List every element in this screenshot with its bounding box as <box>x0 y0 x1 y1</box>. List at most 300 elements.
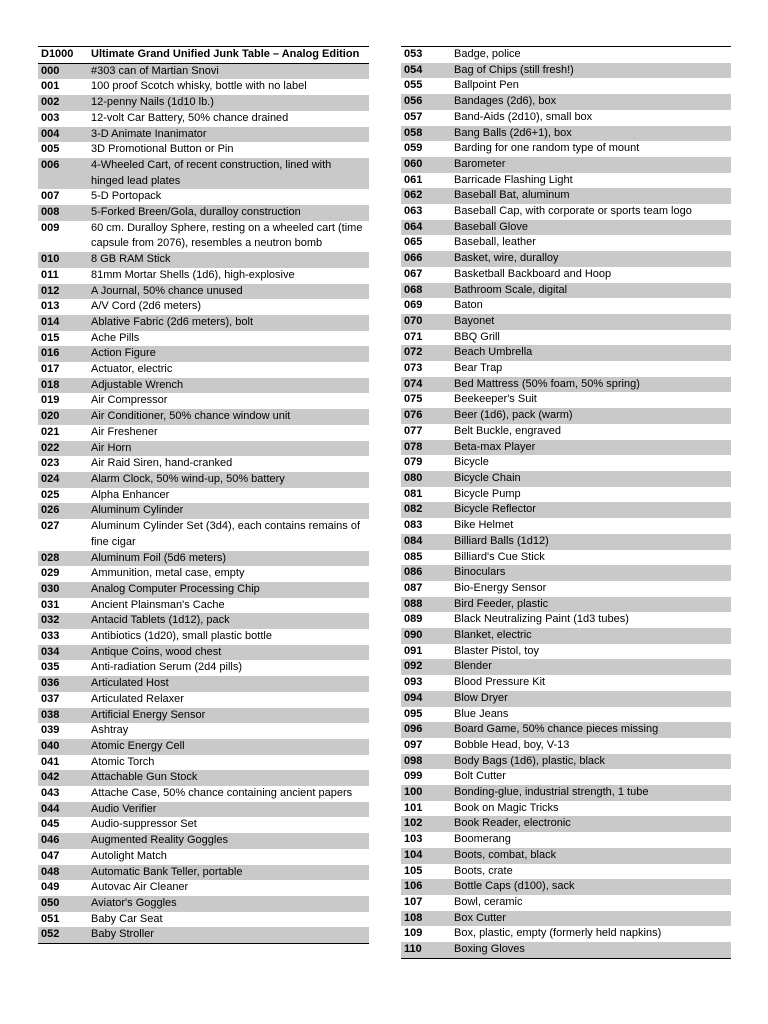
table-row <box>38 692 369 708</box>
table-row <box>38 205 369 221</box>
table-row <box>38 409 369 425</box>
item-description: Belt Buckle, engraved <box>454 424 562 437</box>
roll-number: 039 <box>41 724 60 737</box>
item-description: Analog Computer Processing Chip <box>88 582 369 598</box>
table-row <box>401 78 731 94</box>
table-row <box>401 801 731 817</box>
roll-number: 084 <box>401 534 451 550</box>
table-row <box>401 424 731 440</box>
roll-number: 065 <box>404 236 423 249</box>
item-description: Bear Trap <box>454 362 503 375</box>
item-description: Beach Umbrella <box>451 345 731 361</box>
roll-number: 048 <box>38 865 88 881</box>
table-row <box>401 251 731 267</box>
item-description: Alarm Clock, 50% wind-up, 50% battery <box>88 472 369 488</box>
junk-table-left <box>38 46 369 944</box>
item-description: 8 GB RAM Stick <box>88 252 369 268</box>
table-row <box>401 612 731 628</box>
roll-number: 014 <box>38 315 88 331</box>
item-description: Baseball Bat, aluminum <box>451 188 731 204</box>
table-row <box>401 220 731 236</box>
roll-number: 032 <box>38 613 88 629</box>
item-description: 100 proof Scotch whisky, bottle with no label <box>91 80 307 93</box>
roll-number: 081 <box>404 487 423 500</box>
item-description: Attachable Gun Stock <box>88 770 369 786</box>
table-row <box>401 345 731 361</box>
table-row <box>401 361 731 377</box>
item-description: 12-penny Nails (1d10 lb.) <box>88 95 369 111</box>
item-description: 3-D Animate Inanimator <box>88 127 369 143</box>
table-row <box>38 739 369 755</box>
table-row <box>38 127 369 143</box>
table-row <box>38 865 369 881</box>
roll-number: 069 <box>404 299 423 312</box>
table-row <box>401 63 731 79</box>
item-description: BBQ Grill <box>454 330 500 343</box>
item-description: Automatic Bank Teller, portable <box>88 865 369 881</box>
roll-number: 008 <box>38 205 88 221</box>
table-row <box>38 189 369 205</box>
roll-number: 007 <box>41 190 60 203</box>
roll-number: 011 <box>41 268 59 281</box>
left-table-body <box>38 63 369 943</box>
item-description: Articulated Relaxer <box>91 692 184 705</box>
item-description: Badge, police <box>451 47 731 63</box>
table-row <box>401 455 731 471</box>
table-row <box>38 284 369 300</box>
roll-number: 028 <box>38 551 88 567</box>
roll-number: 108 <box>401 911 451 927</box>
table-row <box>38 896 369 912</box>
item-description: Ammunition, metal case, empty <box>91 567 245 580</box>
roll-number: 077 <box>404 424 423 437</box>
roll-number: 067 <box>404 267 423 280</box>
item-description: Boots, crate <box>454 864 513 877</box>
roll-number: 098 <box>401 754 451 770</box>
roll-number: 016 <box>38 346 88 362</box>
table-row <box>38 456 369 472</box>
item-description: 3D Promotional Button or Pin <box>91 143 234 156</box>
table-row <box>38 912 369 928</box>
item-description: Book Reader, electronic <box>451 816 731 832</box>
item-description: Bang Balls (2d6+1), box <box>451 126 731 142</box>
item-description: Body Bags (1d6), plastic, black <box>451 754 731 770</box>
item-description: Air Freshener <box>91 425 158 438</box>
table-row <box>38 378 369 394</box>
roll-number: 106 <box>401 879 451 895</box>
roll-number: 096 <box>401 722 451 738</box>
roll-number: 083 <box>404 519 423 532</box>
item-description: Ache Pills <box>91 331 140 344</box>
item-description: Bag of Chips (still fresh!) <box>451 63 731 79</box>
table-row <box>401 628 731 644</box>
item-description: Bicycle <box>454 456 489 469</box>
roll-number: 036 <box>38 676 88 692</box>
table-row <box>401 330 731 346</box>
header-title: Ultimate Grand Unified Junk Table – Analog Edition <box>88 47 369 64</box>
table-row <box>401 785 731 801</box>
item-description: Augmented Reality Goggles <box>88 833 369 849</box>
item-description: Ablative Fabric (2d6 meters), bolt <box>88 315 369 331</box>
roll-number: 101 <box>404 801 423 814</box>
table-row <box>38 63 369 79</box>
roll-number: 005 <box>41 143 60 156</box>
table-row <box>38 802 369 818</box>
table-row <box>38 613 369 629</box>
table-row <box>401 502 731 518</box>
table-row <box>38 786 369 802</box>
table-row <box>401 832 731 848</box>
table-row <box>401 487 731 503</box>
roll-number: 070 <box>401 314 451 330</box>
item-description: Bird Feeder, plastic <box>451 597 731 613</box>
table-row <box>38 770 369 786</box>
table-row <box>38 315 369 331</box>
table-row <box>401 769 731 785</box>
table-row <box>401 298 731 314</box>
item-description: Bicycle Reflector <box>451 502 731 518</box>
item-description: Boots, combat, black <box>451 848 731 864</box>
roll-number: 013 <box>41 300 60 313</box>
table-row <box>401 392 731 408</box>
roll-number: 107 <box>404 895 423 908</box>
roll-number: 043 <box>41 787 60 800</box>
roll-number: 074 <box>401 377 451 393</box>
roll-number: 073 <box>404 362 423 375</box>
table-row <box>38 346 369 362</box>
item-description: Autovac Air Cleaner <box>91 881 189 894</box>
table-row <box>38 268 369 284</box>
item-description: Air Raid Siren, hand-cranked <box>91 457 233 470</box>
table-row <box>401 942 731 958</box>
item-description: Attache Case, 50% chance containing ancient papers <box>91 787 353 800</box>
table-row <box>401 235 731 251</box>
item-description: Bicycle Pump <box>454 487 521 500</box>
table-row <box>38 221 369 252</box>
table-row <box>38 645 369 661</box>
item-description: Artificial Energy Sensor <box>88 708 369 724</box>
item-description: Bathroom Scale, digital <box>451 283 731 299</box>
table-row <box>401 926 731 942</box>
table-header-row <box>38 47 369 64</box>
roll-number: 051 <box>41 912 60 925</box>
item-description: Billiard's Cue Stick <box>454 550 545 563</box>
item-description: Baby Car Seat <box>91 912 163 925</box>
table-row <box>401 408 731 424</box>
roll-number: 047 <box>41 849 60 862</box>
roll-number: 035 <box>41 661 60 674</box>
item-description: Bottle Caps (d100), sack <box>451 879 731 895</box>
table-row <box>401 644 731 660</box>
roll-number: 100 <box>401 785 451 801</box>
roll-number: 061 <box>404 173 423 186</box>
table-row <box>401 141 731 157</box>
item-description: Barometer <box>451 157 731 173</box>
item-description: Bicycle Chain <box>451 471 731 487</box>
item-description: Aluminum Cylinder Set (3d4), each contains remains of fine cigar <box>91 520 361 548</box>
table-row <box>38 362 369 378</box>
table-row <box>38 142 369 158</box>
item-description: Blanket, electric <box>451 628 731 644</box>
table-row <box>401 173 731 189</box>
table-row <box>38 582 369 598</box>
item-description: Basket, wire, duralloy <box>451 251 731 267</box>
table-row <box>401 691 731 707</box>
roll-number: 055 <box>404 79 423 92</box>
roll-number: 082 <box>401 502 451 518</box>
roll-number: 099 <box>404 770 423 783</box>
item-description: Bio-Energy Sensor <box>454 581 547 594</box>
item-description: Bandages (2d6), box <box>451 94 731 110</box>
item-description: Basketball Backboard and Hoop <box>454 267 612 280</box>
table-row <box>401 314 731 330</box>
item-description: Box, plastic, empty (formerly held napkins) <box>454 927 662 940</box>
item-description: #303 can of Martian Snovi <box>88 63 369 79</box>
table-row <box>38 629 369 645</box>
roll-number: 057 <box>404 110 423 123</box>
junk-table-right <box>401 46 731 959</box>
roll-number: 025 <box>41 488 60 501</box>
item-description: Baby Stroller <box>88 927 369 943</box>
table-row <box>401 47 731 63</box>
table-row <box>401 126 731 142</box>
table-row <box>401 816 731 832</box>
roll-number: 003 <box>41 111 60 124</box>
item-description: Air Compressor <box>91 394 168 407</box>
table-row <box>401 895 731 911</box>
item-description: Aluminum Foil (5d6 meters) <box>88 551 369 567</box>
roll-number: 052 <box>38 927 88 943</box>
item-description: Board Game, 50% chance pieces missing <box>451 722 731 738</box>
item-description: Book on Magic Tricks <box>454 801 559 814</box>
item-description: 4-Wheeled Cart, of recent construction, lined with hinged lead plates <box>88 158 369 189</box>
roll-number: 019 <box>41 394 60 407</box>
item-description: Antibiotics (1d20), small plastic bottle <box>91 630 272 643</box>
item-description: Baseball Glove <box>451 220 731 236</box>
roll-number: 004 <box>38 127 88 143</box>
table-row <box>401 267 731 283</box>
item-description: 60 cm. Duralloy Sphere, resting on a wheeled cart (time capsule from 2076), resembles a neutron bomb <box>91 221 363 250</box>
roll-number: 063 <box>404 205 423 218</box>
table-row <box>401 581 731 597</box>
item-description: Adjustable Wrench <box>88 378 369 394</box>
table-row <box>38 723 369 739</box>
table-row <box>38 598 369 614</box>
item-description: 81mm Mortar Shells (1d6), high-explosive <box>91 268 295 281</box>
roll-number: 056 <box>401 94 451 110</box>
table-row <box>38 95 369 111</box>
table-row <box>401 879 731 895</box>
roll-number: 017 <box>41 363 60 376</box>
table-row <box>401 565 731 581</box>
roll-number: 018 <box>38 378 88 394</box>
table-row <box>401 550 731 566</box>
roll-number: 029 <box>41 567 60 580</box>
item-description: Atomic Energy Cell <box>88 739 369 755</box>
roll-number: 064 <box>401 220 451 236</box>
item-description: Atomic Torch <box>91 755 155 768</box>
roll-number: 086 <box>401 565 451 581</box>
roll-number: 040 <box>38 739 88 755</box>
item-description: Beer (1d6), pack (warm) <box>451 408 731 424</box>
roll-number: 006 <box>38 158 88 189</box>
header-code: D1000 <box>38 47 88 64</box>
right-table-body <box>401 47 731 959</box>
item-description: A/V Cord (2d6 meters) <box>91 300 202 313</box>
table-row <box>38 755 369 771</box>
roll-number: 066 <box>401 251 451 267</box>
table-row <box>401 722 731 738</box>
item-description: Boxing Gloves <box>451 942 731 958</box>
table-row <box>38 660 369 676</box>
roll-number: 072 <box>401 345 451 361</box>
item-description: Antacid Tablets (1d12), pack <box>88 613 369 629</box>
roll-number: 009 <box>41 221 60 234</box>
table-row <box>401 110 731 126</box>
roll-number: 053 <box>401 47 451 63</box>
table-row <box>401 188 731 204</box>
table-row <box>38 299 369 315</box>
roll-number: 075 <box>404 393 423 406</box>
item-description: Actuator, electric <box>91 363 173 376</box>
roll-number: 015 <box>41 331 60 344</box>
table-row <box>401 864 731 880</box>
roll-number: 022 <box>38 441 88 457</box>
roll-number: 059 <box>404 142 423 155</box>
item-description: Audio Verifier <box>88 802 369 818</box>
table-row <box>401 707 731 723</box>
item-description: Blow Dryer <box>451 691 731 707</box>
roll-number: 045 <box>41 818 60 831</box>
roll-number: 071 <box>404 330 423 343</box>
item-description: Barricade Flashing Light <box>454 173 573 186</box>
item-description: Band-Aids (2d10), small box <box>454 110 593 123</box>
table-row <box>38 503 369 519</box>
item-description: Baton <box>454 299 483 312</box>
item-description: Antique Coins, wood chest <box>88 645 369 661</box>
table-row <box>38 472 369 488</box>
roll-number: 010 <box>38 252 88 268</box>
table-row <box>38 252 369 268</box>
roll-number: 090 <box>401 628 451 644</box>
item-description: Articulated Host <box>88 676 369 692</box>
item-description: Billiard Balls (1d12) <box>451 534 731 550</box>
roll-number: 033 <box>41 630 60 643</box>
roll-number: 044 <box>38 802 88 818</box>
roll-number: 097 <box>404 738 423 751</box>
roll-number: 102 <box>401 816 451 832</box>
roll-number: 093 <box>404 676 423 689</box>
roll-number: 076 <box>401 408 451 424</box>
item-description: Baseball Cap, with corporate or sports team logo <box>454 205 692 218</box>
table-row <box>38 927 369 943</box>
item-description: Blood Pressure Kit <box>454 676 546 689</box>
item-description: Action Figure <box>88 346 369 362</box>
roll-number: 104 <box>401 848 451 864</box>
item-description: Air Horn <box>88 441 369 457</box>
table-row <box>401 471 731 487</box>
roll-number: 023 <box>41 457 60 470</box>
table-row <box>38 331 369 347</box>
roll-number: 085 <box>404 550 423 563</box>
roll-number: 046 <box>38 833 88 849</box>
item-description: Baseball, leather <box>454 236 536 249</box>
item-description: Box Cutter <box>451 911 731 927</box>
item-description: Bowl, ceramic <box>454 895 523 908</box>
roll-number: 078 <box>401 440 451 456</box>
item-description: A Journal, 50% chance unused <box>88 284 369 300</box>
table-row <box>401 94 731 110</box>
item-description: Bed Mattress (50% foam, 50% spring) <box>451 377 731 393</box>
table-row <box>401 534 731 550</box>
roll-number: 031 <box>41 598 60 611</box>
item-description: Audio-suppressor Set <box>91 818 197 831</box>
item-description: Bayonet <box>451 314 731 330</box>
table-row <box>401 204 731 220</box>
item-description: Beta-max Player <box>451 440 731 456</box>
roll-number: 103 <box>404 833 423 846</box>
item-description: Aluminum Cylinder <box>88 503 369 519</box>
roll-number: 079 <box>404 456 423 469</box>
item-description: Black Neutralizing Paint (1d3 tubes) <box>454 613 629 626</box>
table-row <box>401 377 731 393</box>
roll-number: 062 <box>401 188 451 204</box>
item-description: Bolt Cutter <box>454 770 506 783</box>
item-description: Beekeeper's Suit <box>454 393 537 406</box>
roll-number: 027 <box>41 520 60 533</box>
item-description: 5-D Portopack <box>91 190 162 203</box>
item-description: Blender <box>451 659 731 675</box>
item-description: Alpha Enhancer <box>91 488 170 501</box>
roll-number: 091 <box>404 644 423 657</box>
table-row <box>401 518 731 534</box>
item-description: Blaster Pistol, toy <box>454 644 539 657</box>
table-row <box>401 911 731 927</box>
item-description: Ballpoint Pen <box>454 79 519 92</box>
item-description: 5-Forked Breen/Gola, duralloy construction <box>88 205 369 221</box>
item-description: Blue Jeans <box>454 707 509 720</box>
roll-number: 020 <box>38 409 88 425</box>
roll-number: 002 <box>38 95 88 111</box>
right-column <box>401 46 731 959</box>
roll-number: 026 <box>38 503 88 519</box>
table-row <box>401 738 731 754</box>
table-row <box>38 519 369 550</box>
table-row <box>401 440 731 456</box>
roll-number: 050 <box>38 896 88 912</box>
table-row <box>38 833 369 849</box>
table-row <box>401 597 731 613</box>
table-row <box>38 817 369 833</box>
item-description: Anti-radiation Serum (2d4 pills) <box>91 661 243 674</box>
roll-number: 088 <box>401 597 451 613</box>
roll-number: 054 <box>401 63 451 79</box>
roll-number: 087 <box>404 581 423 594</box>
item-description: Bike Helmet <box>454 519 514 532</box>
roll-number: 012 <box>38 284 88 300</box>
table-row <box>38 566 369 582</box>
item-description: Air Conditioner, 50% chance window unit <box>88 409 369 425</box>
table-row <box>38 880 369 896</box>
item-description: Barding for one random type of mount <box>454 142 640 155</box>
roll-number: 034 <box>38 645 88 661</box>
table-row <box>38 79 369 95</box>
roll-number: 000 <box>38 63 88 79</box>
roll-number: 030 <box>38 582 88 598</box>
table-row <box>38 425 369 441</box>
roll-number: 092 <box>401 659 451 675</box>
item-description: Bobble Head, boy, V-13 <box>454 738 570 751</box>
